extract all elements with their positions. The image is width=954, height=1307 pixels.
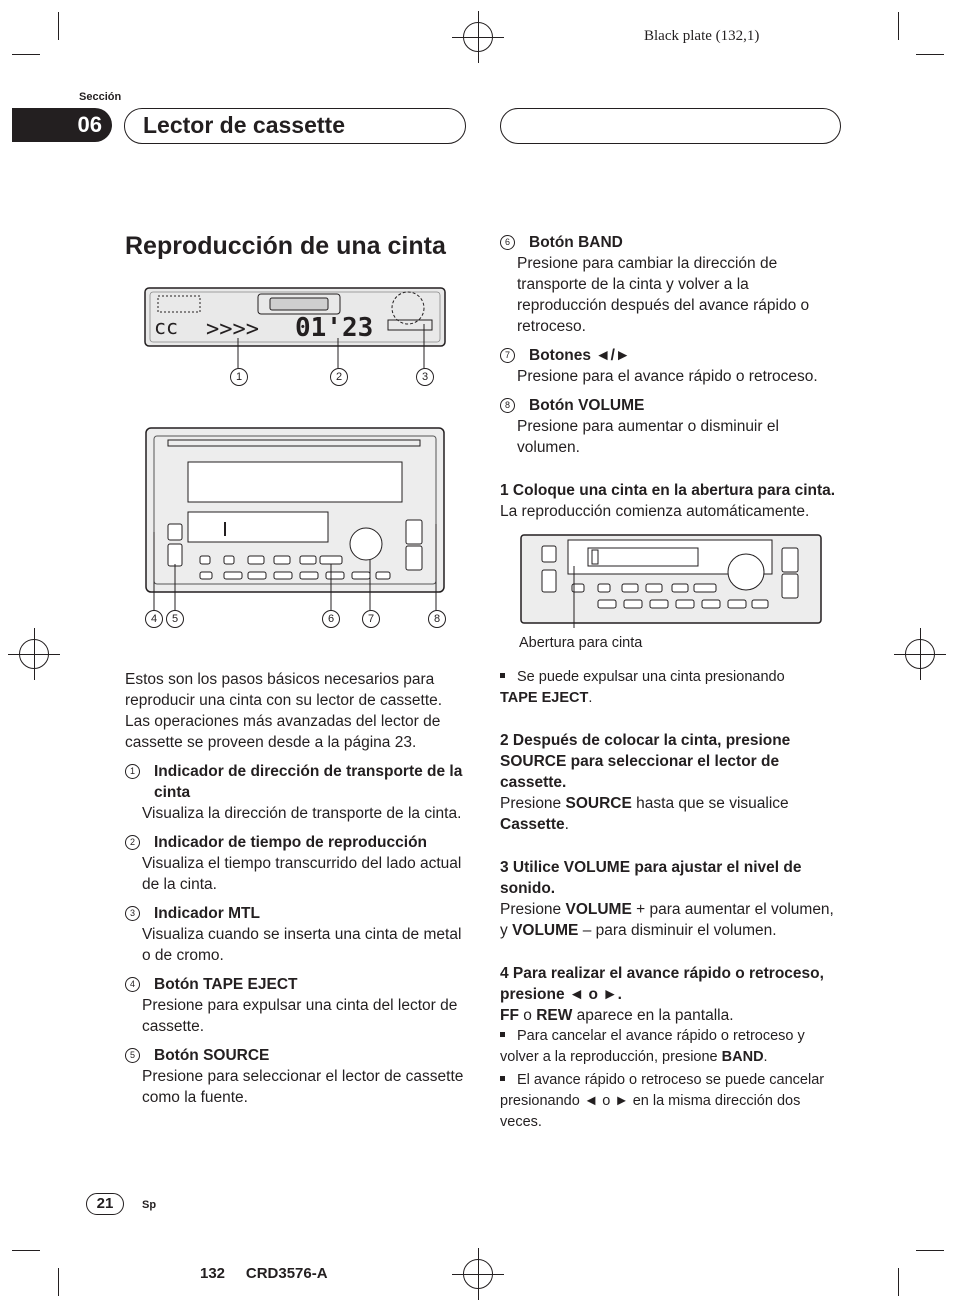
step-2-text: Presione SOURCE hasta que se visualice Cassette.: [500, 795, 789, 833]
callout-3: 3: [416, 368, 434, 386]
crop-mark: [916, 54, 944, 55]
head-unit-illustration: [140, 424, 450, 624]
item-text: Visualiza cuando se inserta una cinta de metal o de cromo.: [142, 926, 462, 964]
item-title: Botón TAPE EJECT: [154, 976, 298, 993]
item-text: Presione para aumentar o disminuir el volumen.: [517, 418, 779, 456]
page-number: 21: [86, 1193, 124, 1215]
step-1-text: La reproducción comienza automáticamente.: [500, 503, 810, 520]
display-illustration: [140, 284, 450, 388]
bullet-icon: [500, 673, 505, 678]
section-title-box: [124, 108, 466, 144]
crop-mark: [898, 1268, 899, 1296]
registration-mark: [905, 639, 935, 669]
callout-7: 7: [362, 610, 380, 628]
section-empty-box: [500, 108, 841, 144]
step-2-title: 2 Después de colocar la cinta, presione SOURCE para seleccionar el lector de cassette.: [500, 732, 791, 791]
callout-6: 6: [322, 610, 340, 628]
callout-5: 5: [166, 610, 184, 628]
item-title: Botones ◄/►: [529, 347, 631, 364]
item-title: Botón SOURCE: [154, 1047, 270, 1064]
item-2: 2 Indicador de tiempo de reproducción Visualiza el tiempo transcurrido del lado actual de la cinta.: [125, 832, 470, 895]
crop-mark: [58, 1268, 59, 1296]
left-column: [125, 669, 470, 1108]
item-title: Indicador de tiempo de reproducción: [154, 834, 428, 851]
section-label: Sección: [79, 91, 122, 103]
item-1: 1 Indicador de dirección de transporte de la cinta Visualiza la dirección de transporte de la cinta.: [125, 761, 470, 824]
callout-2: 2: [330, 368, 348, 386]
registration-mark: [19, 639, 49, 669]
tape-slot-label: Abertura para cinta: [519, 635, 643, 651]
display-time: 01'23: [295, 313, 374, 343]
item-title: Botón VOLUME: [529, 397, 645, 414]
callout-1: 1: [230, 368, 248, 386]
plate-label: Black plate (132,1): [644, 28, 760, 44]
crop-mark: [12, 54, 40, 55]
step-3-text: Presione VOLUME + para aumentar el volumen, y VOLUME – para disminuir el volumen.: [500, 901, 834, 939]
item-text: Presione para cambiar la dirección de transporte de la cinta y volver a la reproducción después del avance rápido o retroceso.: [517, 255, 810, 335]
item-8: 8 Botón VOLUME Presione para aumentar o disminuir el volumen.: [500, 395, 842, 458]
item-text: Visualiza el tiempo transcurrido del lado actual de la cinta.: [142, 855, 462, 893]
step-4-note-1: Para cancelar el avance rápido o retroceso y volver a la reproducción, presione BAND.: [500, 1028, 805, 1065]
right-column-steps: [500, 667, 842, 1133]
item-3: 3 Indicador MTL Visualiza cuando se inserta una cinta de metal o de cromo.: [125, 903, 470, 966]
svg-text:>>>>: >>>>: [206, 317, 259, 342]
tape-slot-illustration: [518, 532, 824, 628]
item-text: Presione para el avance rápido o retroceso.: [517, 368, 818, 385]
registration-mark: [463, 1259, 493, 1289]
footer-code: 132 CRD3576-A: [200, 1265, 328, 1282]
item-5: 5 Botón SOURCE Presione para seleccionar el lector de cassette como la fuente.: [125, 1045, 470, 1108]
section-number: 06: [12, 108, 112, 142]
item-text: Visualiza la dirección de transporte de la cinta.: [142, 805, 462, 822]
item-text: Presione para seleccionar el lector de cassette como la fuente.: [142, 1068, 464, 1106]
registration-mark: [463, 22, 493, 52]
item-title: Indicador de dirección de transporte de la cinta: [154, 763, 463, 801]
bullet-icon: [500, 1032, 505, 1037]
item-text: Presione para expulsar una cinta del lector de cassette.: [142, 997, 458, 1035]
svg-text:cc: cc: [154, 315, 179, 339]
step-3-title: 3 Utilice VOLUME para ajustar el nivel de sonido.: [500, 859, 802, 897]
section-title: Lector de cassette: [143, 112, 345, 138]
step-1-note: Se puede expulsar una cinta presionando TAPE EJECT.: [500, 669, 785, 706]
item-7: 7 Botones ◄/► Presione para el avance rápido o retroceso.: [500, 345, 842, 387]
bullet-icon: [500, 1076, 505, 1081]
item-4: 4 Botón TAPE EJECT Presione para expulsar una cinta del lector de cassette.: [125, 974, 470, 1037]
item-6: 6 Botón BAND Presione para cambiar la dirección de transporte de la cinta y volver a la reproducción después del avance rápido o retroceso.: [500, 232, 842, 337]
crop-mark: [898, 12, 899, 40]
item-title: Botón BAND: [529, 234, 623, 251]
step-4-title: 4 Para realizar el avance rápido o retroceso, presione ◄ o ►.: [500, 965, 824, 1003]
callout-4: 4: [145, 610, 163, 628]
page-title: Reproducción de una cinta: [125, 232, 446, 260]
step-4-text: FF o REW aparece en la pantalla.: [500, 1007, 734, 1024]
language-code: Sp: [142, 1199, 157, 1211]
step-1-title: 1 Coloque una cinta en la abertura para cinta.: [500, 482, 836, 499]
step-4-note-2: El avance rápido o retroceso se puede cancelar presionando ◄ o ► en la misma dirección dos veces.: [500, 1072, 825, 1130]
crop-mark: [12, 1250, 40, 1251]
crop-mark: [916, 1250, 944, 1251]
right-column: [500, 232, 842, 522]
callout-8: 8: [428, 610, 446, 628]
item-title: Indicador MTL: [154, 905, 260, 922]
intro-text: Estos son los pasos básicos necesarios para reproducir una cinta con su lector de cassette. Las operaciones más avanzadas del lector de cassette se proveen desde a la página 23.: [125, 671, 443, 751]
crop-mark: [58, 12, 59, 40]
